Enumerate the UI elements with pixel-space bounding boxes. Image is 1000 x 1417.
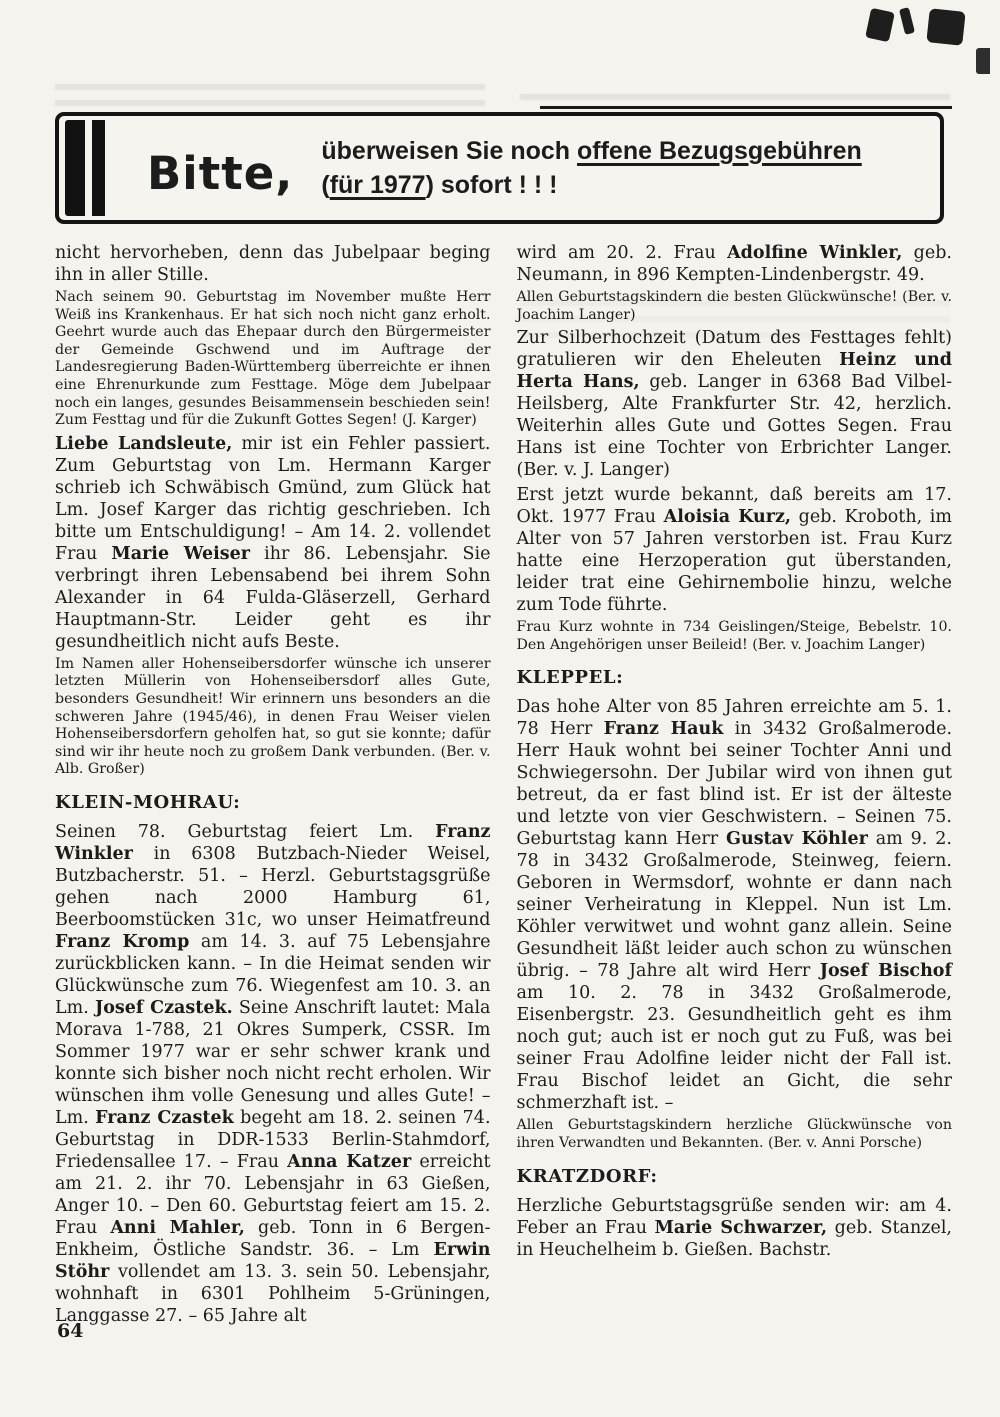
article-columns: [55, 242, 952, 1330]
text-segment: (: [321, 171, 330, 199]
text-segment: Franz Kromp: [55, 931, 190, 952]
text-segment: Allen Geburtstagskindern herzliche Glückwünsche von ihren Verwandten und Bekannten. (Ber. v. Anni Porsche): [516, 1117, 952, 1151]
paragraph: [517, 1117, 953, 1152]
text-segment: Franz Winkler: [55, 821, 491, 864]
text-segment: für 1977: [329, 171, 426, 199]
paragraph: [517, 327, 953, 481]
text-segment: Adolfine Winkler,: [727, 243, 903, 263]
text-segment: Frau Kurz wohnte in 734 Geislingen/Steige, Bebelstr. 10. Den Angehörigen unser Beileid! (Ber. v. Joachim Langer): [516, 619, 952, 653]
text-segment: Zur Silberhochzeit (Datum des Festtages fehlt) gratulieren wir den Eheleuten: [516, 328, 952, 371]
payment-notice-box: [55, 112, 944, 224]
section-heading: [517, 1166, 953, 1187]
text-segment: KLEPPEL:: [516, 667, 624, 689]
section-heading: [517, 667, 953, 688]
paragraph: [55, 242, 491, 286]
text-segment: geb. Langer in 6368 Bad Vilbel-Heilsberg, Alte Frankfurter Str. 42, herzlich. Weiterhin alles Gute und Gottes Segen. Frau Hans ist eine Tochter von Erbrichter Langer. (Ber. v. J. Langer): [516, 372, 952, 481]
text-segment: überweisen Sie noch: [321, 137, 578, 165]
right-column: [517, 242, 953, 1330]
text-segment: Marie Schwarzer,: [654, 1217, 828, 1238]
text-segment: in 6308 Butzbach-Nieder Weisel, Butzbacherstr. 51. – Herzl. Geburtstagsgrüße gehen nach 2000 Hamburg 61, Beerboomstücken 31c, wo unser Heimatfreund: [55, 843, 491, 930]
text-segment: Franz Hauk: [603, 719, 724, 740]
text-segment: Aloisia Kurz,: [663, 507, 792, 528]
paragraph: [517, 696, 953, 1114]
left-column: [55, 242, 491, 1330]
text-segment: Erwin Stöhr: [55, 1239, 491, 1282]
text-segment: Seinen 78. Geburtstag feiert Lm.: [55, 821, 436, 842]
text-segment: Gustav Köhler: [726, 829, 868, 850]
text-segment: KRATZDORF:: [516, 1165, 658, 1187]
scan-artifact: [865, 8, 895, 42]
text-segment: ihr 86. Lebensjahr. Sie verbringt ihren Lebensabend bei ihrem Sohn Alexander in 64 Fulda-Gläserzell, Gerhard Hauptmann-Str. Leider geht es ihr gesundheitlich nicht aufs Beste.: [55, 543, 491, 652]
text-segment: Nach seinem 90. Geburtstag im November mußte Herr Weiß ins Krankenhaus. Er hat sich noch nicht ganz erholt. Geehrt wurde auch das Ehepaar durch den Bürgermeister der Gemeinde Gschwend und im Auftrage der Landesregierung Baden-Württemberg überreichte er ihnen eine Ehrenurkunde zum Festtage. Möge dem Jubelpaar noch ein langes, gesundes Beisammensein beschieden sein! Zum Festtag und für die Zukunft Gottes Segen! (J. Karger): [55, 289, 491, 429]
text-segment: in 3432 Großalmerode. Herr Hauk wohnt bei seiner Tochter Anni und Schwiegersohn. Der Jubilar wird von ihnen gut betreut, da er fast blind ist. Er ist der älteste und letzte von vier Geschwistern. – Seinen 75. Geburtstag kann Herr: [516, 719, 953, 850]
page-number: 64: [57, 1320, 84, 1342]
paragraph: [517, 289, 953, 324]
paragraph: [517, 242, 953, 286]
text-segment: Anni Mahler,: [110, 1217, 245, 1238]
notice-word: Bitte,: [147, 146, 294, 200]
text-segment: Erst jetzt wurde bekannt, daß bereits am 17. Okt. 1977 Frau: [516, 485, 952, 528]
paragraph: [55, 821, 491, 1327]
text-segment: KLEIN-MOHRAU:: [55, 791, 241, 813]
text-segment: Seine Anschrift lautet: Mala Morava 1-788, 21 Okres Sumperk, CSSR. Im Sommer 1977 war er sehr schwer krank und konnte sich bisher noch nicht recht erholen. Wir wünschen ihm volle Genesung und alles Gute! – Lm.: [55, 997, 491, 1128]
paragraph: [55, 289, 491, 430]
scan-artifact: [976, 48, 990, 74]
text-segment: begeht am 18. 2. seinen 74. Geburtstag in DDR-1533 Berlin-Stahmdorf, Friedensallee 17. – Frau: [55, 1107, 491, 1172]
decorative-stripes: [65, 120, 105, 216]
text-segment: geb. Stanzel, in Heuchelheim b. Gießen. Bachstr.: [516, 1217, 952, 1260]
text-segment: ) sofort ! ! !: [425, 171, 558, 199]
text-segment: Franz Czastek: [95, 1107, 234, 1128]
scan-artifact: [899, 7, 915, 35]
text-segment: geb. Neumann, in 896 Kempten-Lindenbergstr. 49.: [516, 243, 952, 285]
paragraph: [55, 433, 491, 653]
text-segment: Liebe Landsleute,: [55, 433, 233, 454]
text-segment: Herzliche Geburtstagsgrüße senden wir: am 4. Feber an Frau: [516, 1195, 952, 1238]
text-segment: Allen Geburtstagskindern die besten Glückwünsche! (Ber. v. Joachim Langer): [516, 289, 952, 323]
text-segment: vollendet am 13. 3. sein 50. Lebensjahr, wohnhaft in 6301 Pohlheim 5-Grüningen, Langgasse 27. – 65 Jahre alt: [55, 1261, 491, 1326]
paragraph: [517, 619, 953, 654]
text-segment: wird am 20. 2. Frau: [516, 243, 728, 263]
paragraph: [517, 484, 953, 616]
notice-line-2: [321, 168, 926, 202]
text-segment: Heinz und Herta Hans,: [516, 350, 952, 393]
text-segment: Anna Katzer: [287, 1151, 412, 1172]
paragraph: [55, 656, 491, 779]
notice-text: [321, 134, 926, 202]
text-segment: Im Namen aller Hohenseibersdorfer wünsche ich unserer letzten Müllerin von Hohenseibersdorf alles Gute, besonders Gesundheit! Wir erinnern uns besonders an die schweren Jahre (1945/46), in denen Frau Weiser vielen Hohenseibersdorfern geholfen hat, so gut sie konnte; dafür sind wir ihr heute noch zu großem Dank verbunden. (Ber. v. Alb. Großer): [55, 655, 491, 778]
scan-artifact: [926, 8, 965, 46]
section-heading: [55, 792, 491, 813]
notice-line-1: [321, 134, 926, 168]
text-segment: nicht hervorheben, denn das Jubelpaar beging ihn in aller Stille.: [55, 243, 491, 285]
text-segment: Das hohe Alter von 85 Jahren erreichte am 5. 1. 78 Herr: [516, 697, 952, 740]
text-segment: am 14. 3. auf 75 Lebensjahre zurückblicken kann. – In die Heimat senden wir Glückwünsche zum 76. Wiegenfest am 10. 3. an Lm.: [55, 931, 491, 1018]
text-segment: offene Bezugsgebühren: [577, 137, 862, 165]
text-segment: geb. Kroboth, im Alter von 57 Jahren verstorben ist. Frau Kurz hatte eine Herzoperation gut überstanden, leider trat eine Gehirnembolie hinzu, welche zum Tode führte.: [516, 507, 952, 616]
horizontal-rule: [540, 106, 952, 109]
bleed-through: [55, 84, 485, 108]
text-segment: geb. Tonn in 6 Bergen-Enkheim, Östliche Sandstr. 36. – Lm: [55, 1217, 491, 1260]
paragraph: [517, 1195, 953, 1261]
text-segment: Josef Bischof: [819, 961, 952, 982]
text-segment: erreicht am 21. 2. ihr 70. Lebensjahr in 63 Gießen, Anger 10. – Den 60. Geburtstag feiert am 15. 2. Frau: [55, 1151, 491, 1238]
text-segment: am 10. 2. 78 in 3432 Großalmerode, Eisenbergstr. 23. Gesundheitlich geht es ihm noch gut; auch ist er noch gut zu Fuß, was bei seiner Frau Adolfine leider nicht der Fall ist. Frau Bischof leidet an Gicht, die sehr schmerzhaft ist. –: [516, 983, 952, 1114]
text-segment: Marie Weiser: [111, 543, 250, 564]
text-segment: mir ist ein Fehler passiert. Zum Geburtstag von Lm. Hermann Karger schrieb ich Schwäbisch Gmünd, zum Glück hat Lm. Josef Karger das richtig geschrieben. Ich bitte um Entschuldigung! – Am 14. 2. vollendet Frau: [55, 433, 491, 564]
text-segment: am 9. 2. 78 in 3432 Großalmerode, Steinweg, feiern. Geboren in Wermsdorf, wohnte er dann nach seiner Verheiratung in Kleppel. Nun ist Lm. Köhler verwitwet und wohnt ganz allein. Seine Gesundheit läßt leider auch schon zu wünschen übrig. – 78 Jahre alt wird Herr: [516, 829, 952, 982]
text-segment: Josef Czastek.: [94, 997, 233, 1018]
